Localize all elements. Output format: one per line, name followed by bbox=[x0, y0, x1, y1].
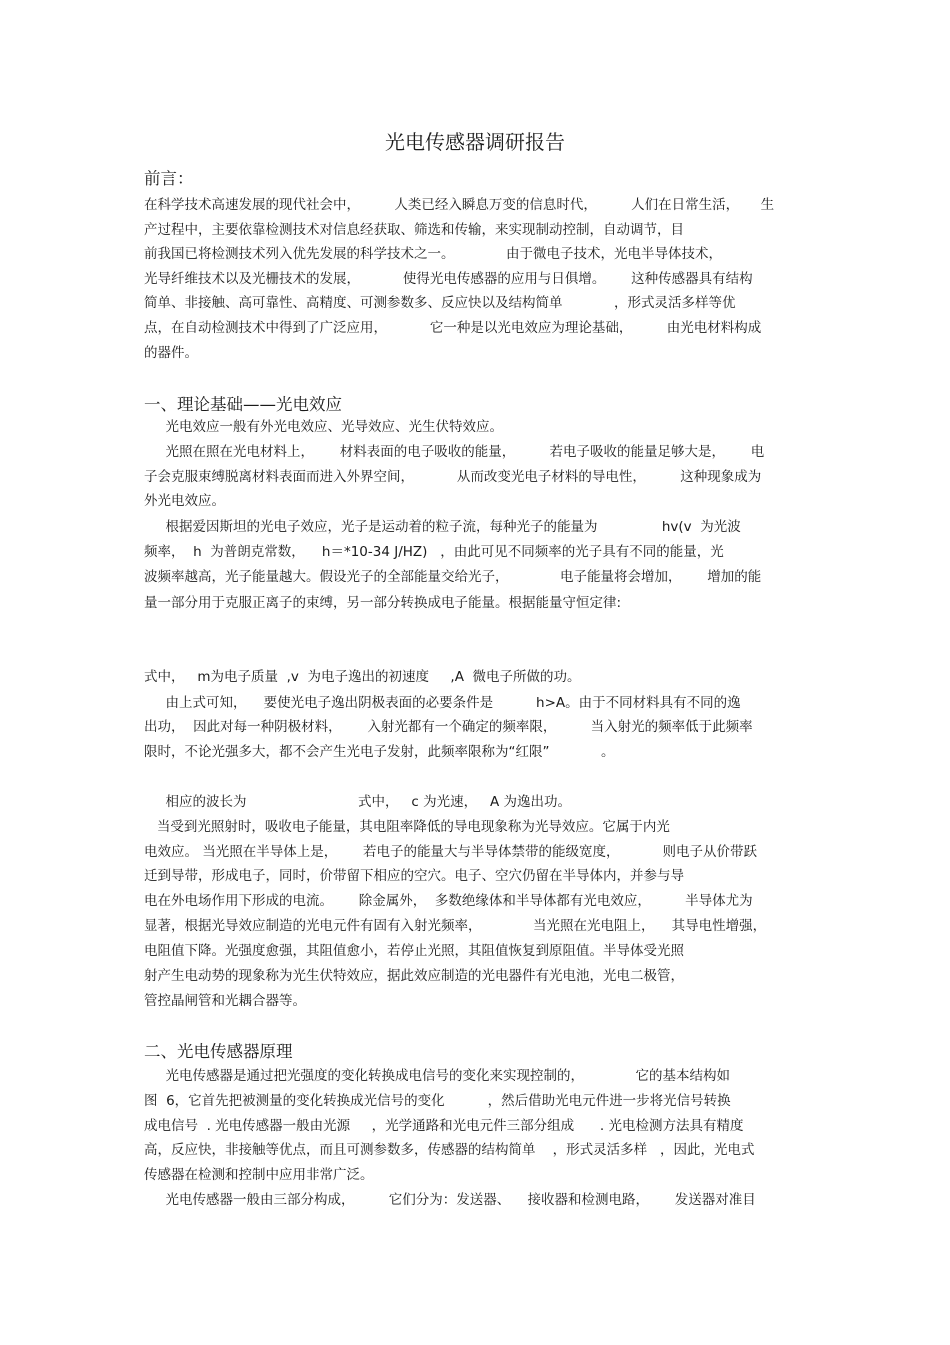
preface-line: 的器件。 bbox=[144, 345, 198, 361]
body-line: 式中， m为电子质量 ,v 为电子逸出的初速度 ,A 微电子所做的功。 bbox=[144, 669, 581, 685]
body-line: 由上式可知， 要使光电子逸出阴极表面的必要条件是 h>A。由于不同材料具有不同的逸 bbox=[144, 695, 741, 711]
body-line: 光电效应一般有外光电效应、光导效应、光生伏特效应。 bbox=[144, 419, 503, 435]
body-line: 电效应。 当光照在半导体上是， 若电子的能量大与半导体禁带的能级宽度， 则电子从价带跃 bbox=[144, 844, 757, 860]
body-line: 管控晶闸管和光耦合器等。 bbox=[144, 993, 306, 1009]
body-line: 光电传感器一般由三部分构成， 它们分为：发送器、 接收器和检测电路， 发送器对准目 bbox=[144, 1192, 756, 1208]
document-title: 光电传感器调研报告 bbox=[385, 130, 565, 154]
body-line: 图 6，它首先把被测量的变化转换成光信号的变化 ，然后借助光电元件进一步将光信号转换 bbox=[144, 1093, 731, 1109]
section-heading-2: 二、光电传感器原理 bbox=[144, 1042, 293, 1061]
body-line: 电阻值下降。光强度愈强，其阻值愈小，若停止光照，其阻值恢复到原阻值。半导体受光照 bbox=[144, 943, 684, 959]
body-line: 子会克服束缚脱离材料表面而进入外界空间， 从而改变光电子材料的导电性， 这种现象成为 bbox=[144, 469, 762, 485]
preface-line: 产过程中，主要依靠检测技术对信息经获取、筛选和传输，来实现制动控制，自动调节，目 bbox=[144, 222, 684, 238]
preface-line: 简单、非接触、高可靠性、高精度、可测参数多、反应快以及结构简单 ，形式灵活多样等优 bbox=[144, 295, 736, 311]
preface-line: 在科学技术高速发展的现代社会中， 人类已经入瞬息万变的信息时代， 人们在日常生活， 生 bbox=[144, 197, 775, 213]
preface-line: 点，在自动检测技术中得到了广泛应用， 它一种是以光电效应为理论基础， 由光电材料构成 bbox=[144, 320, 762, 336]
body-line: 相应的波长为 式中， c 为光速， A 为逸出功。 bbox=[144, 794, 572, 810]
body-line: 迁到导带，形成电子，同时，价带留下相应的空穴。电子、空穴仍留在半导体内，并参与导 bbox=[144, 868, 684, 884]
body-line: 传感器在检测和控制中应用非常广泛。 bbox=[144, 1167, 374, 1183]
preface-label: 前言： bbox=[144, 169, 194, 188]
body-line: 频率， h 为普朗克常数， h＝*10-34 J/HZ) ，由此可见不同频率的光子具有不同的能量，光 bbox=[144, 544, 724, 560]
body-line: 成电信号 . 光电传感器一般由光源 ，光学通路和光电元件三部分组成 . 光电检测方法具有精度 bbox=[144, 1118, 744, 1134]
preface-line: 前我国已将检测技术列入优先发展的科学技术之一。 由于微电子技术，光电半导体技术， bbox=[144, 246, 722, 262]
body-line: 射产生电动势的现象称为光生伏特效应，据此效应制造的光电器件有光电池，光电二极管， bbox=[144, 968, 684, 984]
body-line: 光照在照在光电材料上， 材料表面的电子吸收的能量， 若电子吸收的能量足够大是， 电 bbox=[144, 444, 765, 460]
body-line: 量一部分用于克服正离子的束缚，另一部分转换成电子能量。根据能量守恒定律: bbox=[144, 595, 622, 611]
body-line: 光电传感器是通过把光强度的变化转换成电信号的变化来实现控制的， 它的基本结构如 bbox=[144, 1068, 730, 1084]
body-line: 根据爱因斯坦的光电子效应，光子是运动着的粒子流，每种光子的能量为 hv(v 为光波 bbox=[144, 519, 741, 535]
section-heading-1: 一、理论基础——光电效应 bbox=[144, 395, 342, 414]
body-line: 限时，不论光强多大，都不会产生光电子发射，此频率限称为“红限” 。 bbox=[144, 744, 615, 760]
body-line: 电在外电场作用下形成的电流。 除金属外， 多数绝缘体和半导体都有光电效应， 半导体尤为 bbox=[144, 893, 753, 909]
body-line: 当受到光照射时，吸收电子能量，其电阻率降低的导电现象称为光导效应。它属于内光 bbox=[144, 819, 670, 835]
body-line: 高，反应快，非接触等优点，而且可测参数多，传感器的结构简单 ，形式灵活多样 ，因此，光电式 bbox=[144, 1142, 755, 1158]
preface-line: 光导纤维技术以及光栅技术的发展， 使得光电传感器的应用与日俱增。 这种传感器具有结构 bbox=[144, 271, 753, 287]
body-line: 出功， 因此对每一种阴极材料， 入射光都有一个确定的频率限， 当入射光的频率低于此频率 bbox=[144, 719, 753, 735]
body-line: 显著，根据光导效应制造的光电元件有固有入射光频率， 当光照在光电阻上， 其导电性增强， bbox=[144, 918, 767, 934]
body-line: 外光电效应。 bbox=[144, 493, 225, 509]
body-line: 波频率越高，光子能量越大。假设光子的全部能量交给光子， 电子能量将会增加， 增加的能 bbox=[144, 569, 762, 585]
